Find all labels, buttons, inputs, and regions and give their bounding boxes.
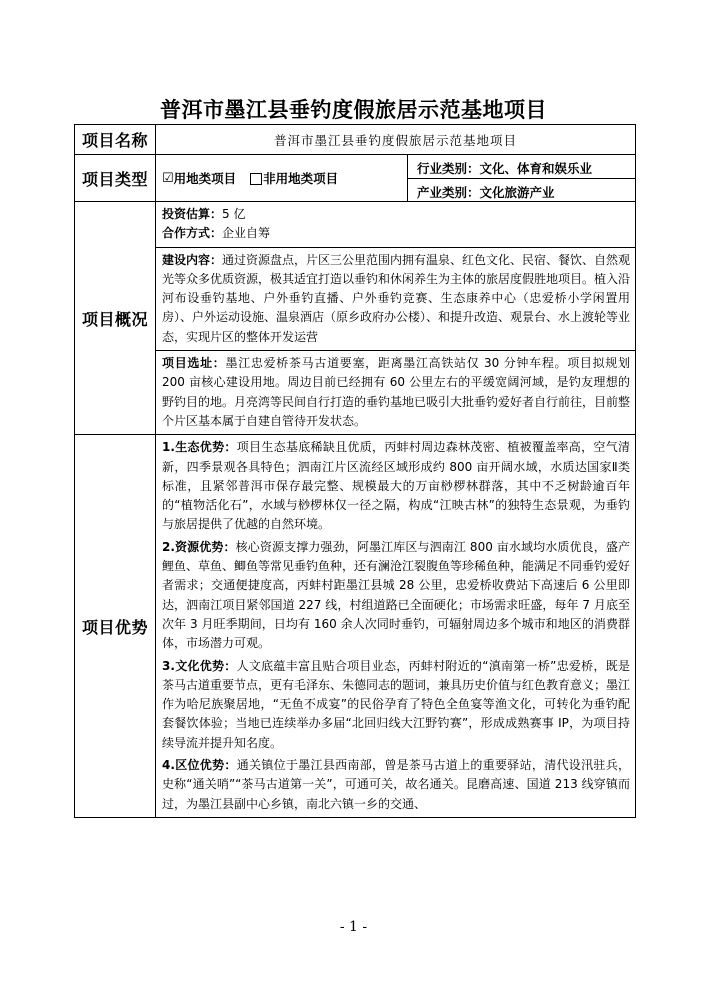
row-project-type bbox=[75, 155, 636, 202]
site-selection bbox=[156, 350, 635, 434]
label-project-name: 项目名称 bbox=[75, 125, 156, 155]
advantage-text: 项目生态基底稀缺且优质，丙蚌村周边森林茂密、植被覆盖率高，空气清新，四季景观各具特色；泗南江片区流经区域形成约 800 亩开阔水域，水质达国家Ⅱ类标准，且紧邻普洱市保存最完整、规模最大的万亩桫椤林群落，其中不乏树龄逾百年的“植物活化石”，水域与桫椤林仅一径之隔，构成“江映古林”的独特生态景观，为垂钓与旅居提供了优越的自然环境。 bbox=[162, 440, 631, 532]
cooperation-value: 企业自筹 bbox=[222, 226, 271, 241]
page-number: - 1 - bbox=[339, 919, 368, 935]
investment-label: 投资估算： bbox=[162, 207, 223, 221]
project-type-options bbox=[156, 155, 408, 202]
project-table bbox=[74, 124, 636, 818]
advantage-item bbox=[156, 657, 635, 756]
investment-line bbox=[156, 202, 635, 247]
non-land-use-option-label: 非用地类项目 bbox=[263, 171, 339, 186]
construction-label: 建设内容： bbox=[162, 252, 223, 267]
non-land-use-checkbox[interactable] bbox=[250, 173, 262, 185]
site-label: 项目选址： bbox=[162, 356, 226, 371]
document-title: 普洱市墨江县垂钓度假旅居示范基地项目 bbox=[160, 97, 547, 122]
project-category-cell bbox=[408, 155, 636, 202]
advantage-heading: 2.资源优势： bbox=[162, 539, 236, 554]
industry-category: 行业类别：文化、体育和娱乐业 bbox=[417, 161, 593, 176]
advantage-text: 核心资源支撑力强劲，阿墨江库区与泗南江 800 亩水域均水质优良，盛产鲤鱼、草鱼、鲫鱼等常见垂钓鱼种，还有澜沧江裂腹鱼等珍稀鱼种，能满足不同垂钓爱好者需求；交通便捷度高，丙蚌村距墨江县城 28 公里，忠爱桥收费站下高速后 6 公里即达，泗南江项目紧邻国道 227 线，村组道路已全面硬化；市场需求旺盛，每年 7 月底至次年 3 月旺季期间，日均有 160 余人次同时垂钓，可辐射周边多个城市和地区的消费群体，市场潜力可观。 bbox=[162, 539, 631, 651]
land-use-checkbox[interactable]: ☑ bbox=[162, 170, 174, 186]
land-use-option-label: 用地类项目 bbox=[173, 171, 237, 186]
project-overview-content bbox=[156, 202, 636, 435]
advantage-text: 通关镇位于墨江县西南部，曾是茶马古道上的重要驿站，清代设汛驻兵，史称“通关哨”“茶马古道第一关”，可通可关，故名通关。昆磨高速、国道 213 线穿镇而过，为墨江县副中心乡镇，南北六镇一乡的交通、 bbox=[162, 758, 631, 811]
row-project-name bbox=[75, 125, 636, 155]
industry-type: 产业类别：文化旅游产业 bbox=[408, 178, 635, 201]
project-advantage-content bbox=[156, 435, 636, 818]
advantage-heading: 4.区位优势： bbox=[162, 758, 237, 773]
project-name-value: 普洱市墨江县垂钓度假旅居示范基地项目 bbox=[156, 125, 636, 155]
row-project-overview bbox=[75, 202, 636, 435]
advantage-text: 人文底蕴丰富且贴合项目业态，丙蚌村附近的“滇南第一桥”忠爱桥，既是茶马古道重要节点，更有毛泽东、朱德同志的题词，兼具历史价值与红色教育意义；墨江作为哈尼族聚居地，“无鱼不成宴”的民俗孕育了特色全鱼宴等渔文化，可转化为垂钓配套餐饮体验；当地已连续举办多届“北回归线大江野钓赛”，形成成熟赛事 IP，为项目持续导流并提升知名度。 bbox=[162, 658, 631, 750]
label-project-overview: 项目概况 bbox=[75, 202, 156, 435]
label-project-advantage: 项目优势 bbox=[75, 435, 156, 818]
advantage-item bbox=[156, 538, 635, 657]
investment-value: 5 亿 bbox=[222, 207, 246, 221]
construction-text: 通过资源盘点，片区三公里范围内拥有温泉、红色文化、民宿、餐饮、自然观光等众多优质资源，极其适宜打造以垂钓和休闲养生为主体的旅居度假胜地项目。植入沿河布设垂钓基地、户外垂钓直播、户外垂钓竞赛、生态康养中心（忠爱桥小学闲置用房）、户外运动设施、温泉酒店（原乡政府办公楼）、和提升改造、观景台、水上渡轮等业态，实现片区的整体开发运营 bbox=[162, 252, 631, 344]
cooperation-label: 合作方式： bbox=[162, 226, 223, 241]
advantage-heading: 3.文化优势： bbox=[162, 658, 237, 673]
construction-content bbox=[156, 247, 635, 350]
advantage-heading: 1.生态优势： bbox=[162, 440, 237, 455]
row-project-advantage bbox=[75, 435, 636, 818]
advantage-item bbox=[156, 756, 635, 817]
label-project-type: 项目类型 bbox=[75, 155, 156, 202]
advantage-item bbox=[156, 435, 635, 537]
site-text: 墨江忠爱桥茶马古道要塞，距离墨江高铁站仅 30 分钟车程。项目拟规划 200 亩核心建设用地。周边目前已经拥有 60 公里左右的平缓宽阔河域，是钓友理想的野钓目的地。月亮湾等民间自行打造的垂钓基地已吸引大批垂钓爱好者自行前往，目前整个片区基本属于自建自管待开发状态。 bbox=[162, 356, 631, 428]
